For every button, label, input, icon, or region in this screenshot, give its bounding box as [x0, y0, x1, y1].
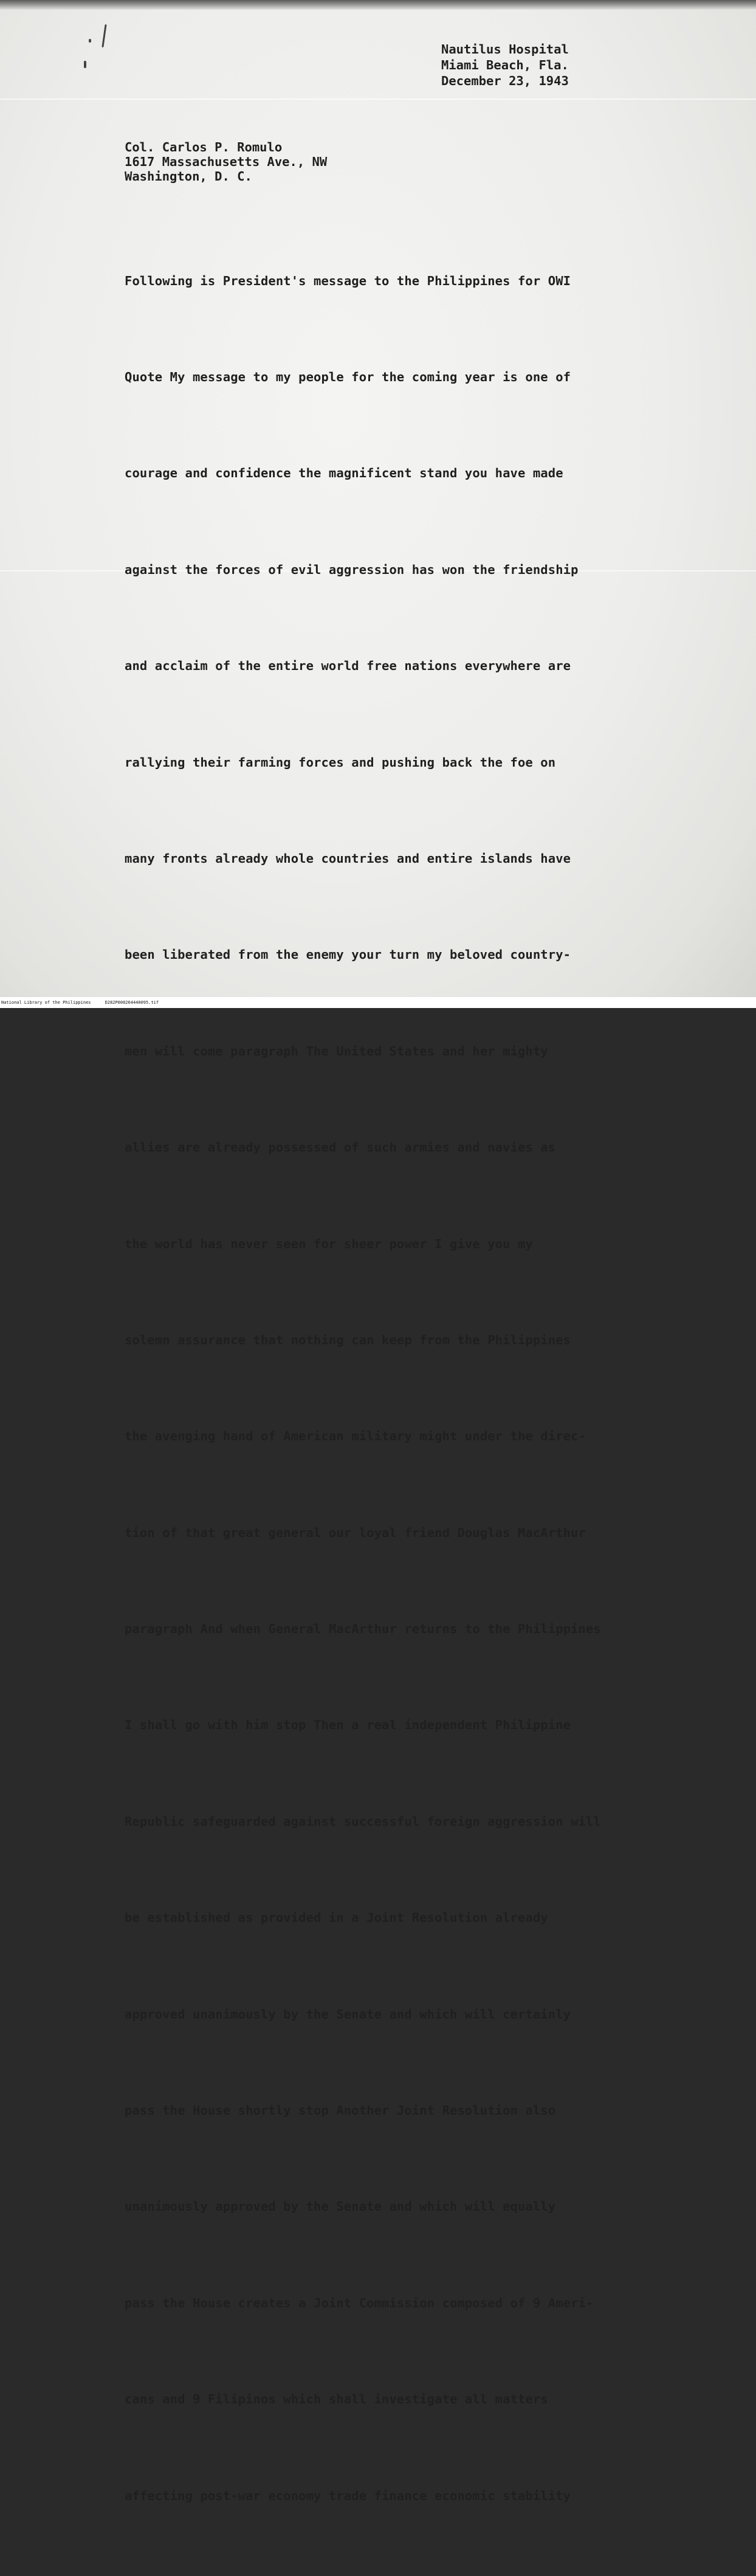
body-line: Quote My message to my people for the coming year is one of	[125, 369, 571, 384]
body-line: unanimously approved by the Senate and which will equally	[125, 2199, 556, 2214]
body-line: Following is President's message to the Philippines for OWI	[125, 273, 571, 288]
body-line: courage and confidence the magnificent stand you have made	[125, 466, 563, 481]
hospital-name: Nautilus Hospital	[441, 42, 569, 57]
footer-filename: D282P000264440095.tif	[105, 1000, 159, 1005]
footer-source: National Library of the Philippines	[1, 1000, 91, 1005]
recipient-street: 1617 Massachusetts Ave., NW	[125, 154, 328, 169]
body-line: cans and 9 Filipinos which shall investigate all matters	[125, 2392, 548, 2407]
message-body	[125, 201, 601, 2576]
body-line: many fronts already whole countries and entire islands have	[125, 851, 571, 866]
body-line: tion of that great general our loyal friend Douglas MacArthur	[125, 1525, 586, 1540]
body-line: pass the House creates a Joint Commission composed of 9 Ameri-	[125, 2295, 594, 2310]
recipient-city: Washington, D. C.	[125, 169, 252, 184]
body-line: against the forces of evil aggression has won the friendship	[125, 562, 579, 577]
body-line: approved unanimously by the Senate and which will certainly	[125, 2006, 571, 2022]
body-line: I shall go with him stop Then a real independent Philippine	[125, 1718, 571, 1733]
dateline	[441, 41, 569, 89]
body-line: and acclaim of the entire world free nations everywhere are	[125, 658, 571, 674]
recipient-name: Col. Carlos P. Romulo	[125, 140, 283, 154]
body-line: affecting post-war economy trade finance economic stability	[125, 2488, 571, 2503]
body-line: rallying their farming forces and pushing back the foe on	[125, 754, 556, 770]
body-line: the world has never seen for sheer power I give you my	[125, 1236, 533, 1251]
body-line: paragraph And when General MacArthur returns to the Philippines	[125, 1621, 601, 1637]
body-line: Republic safeguarded against successful foreign aggression will	[125, 1814, 601, 1829]
hospital-city: Miami Beach, Fla.	[441, 58, 569, 72]
body-line: solemn assurance that nothing can keep from the Philippines	[125, 1332, 571, 1347]
body-line: the avenging hand of American military might under the direc-	[125, 1429, 586, 1444]
body-line: been liberated from the enemy your turn my beloved country-	[125, 947, 571, 962]
body-line: be established as provided in a Joint Resolution already	[125, 1910, 548, 1925]
body-line: men will come paragraph The United States and her mighty	[125, 1043, 548, 1058]
body-line: pass the House shortly stop Another Joint Resolution also	[125, 2103, 556, 2118]
scan-footer	[0, 997, 756, 1008]
letter-date: December 23, 1943	[441, 74, 569, 88]
recipient-address	[125, 140, 327, 184]
body-line: allies are already possessed of such armies and navies as	[125, 1140, 556, 1155]
